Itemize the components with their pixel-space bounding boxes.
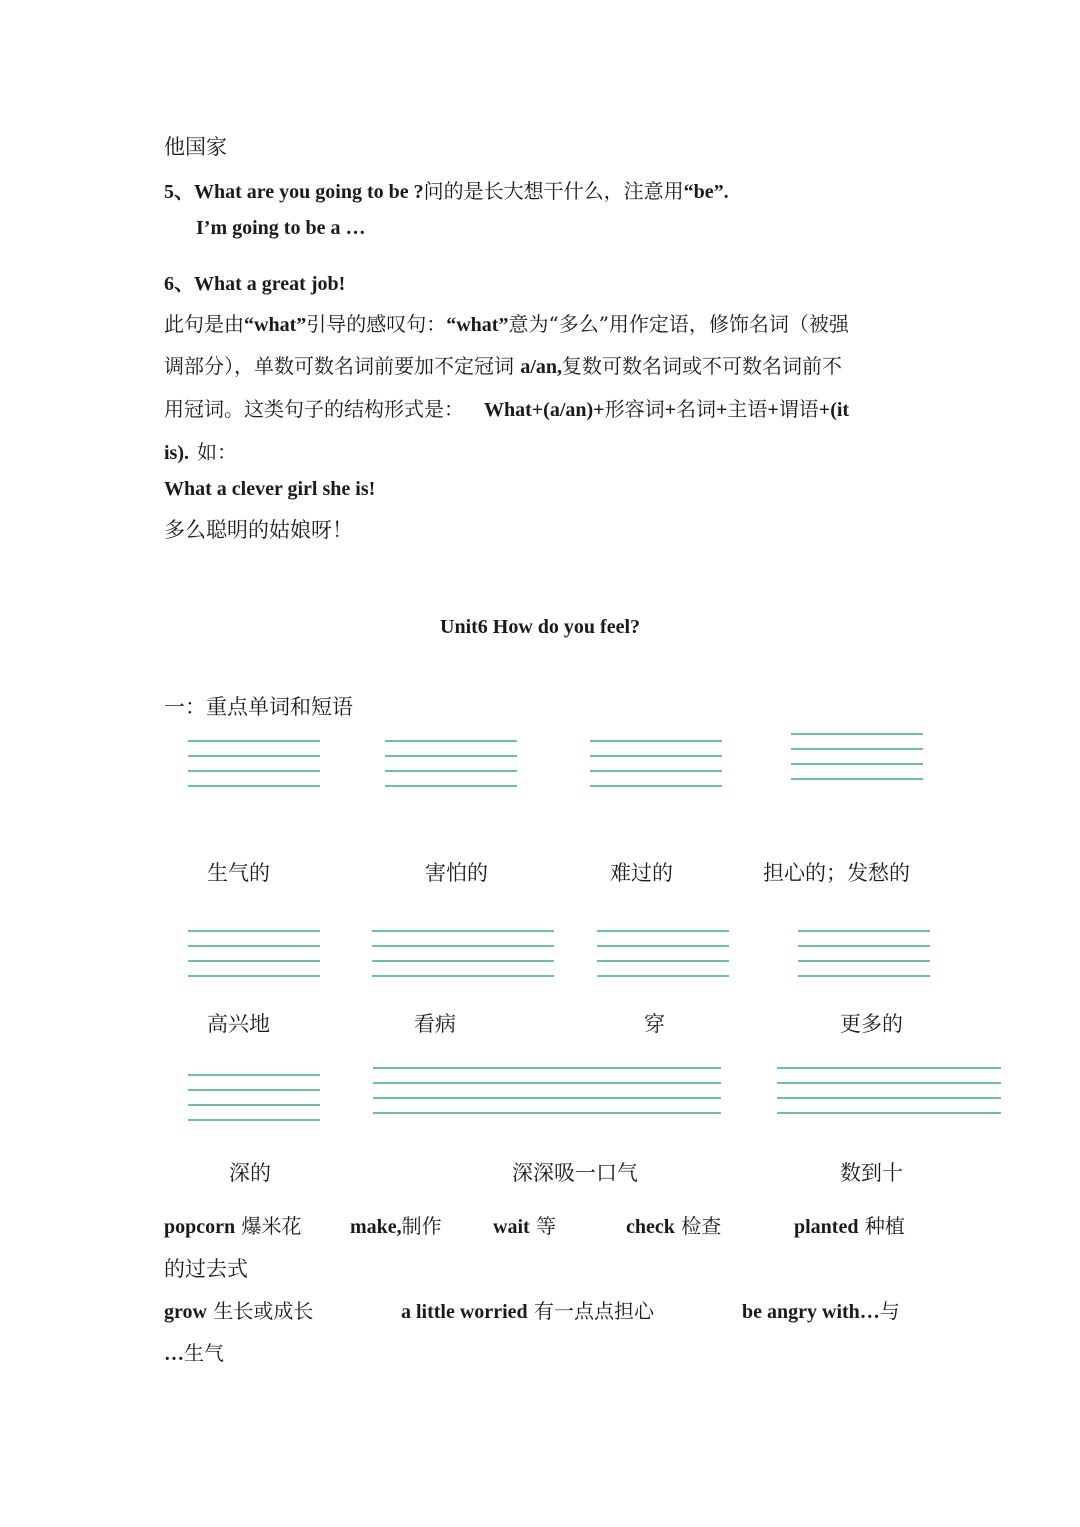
phrase-cn: 种植 — [864, 1214, 905, 1238]
phrase-wait — [493, 1210, 556, 1239]
vocab-label: 害怕的 — [425, 861, 488, 885]
text-line-country: 他国家 — [164, 135, 227, 159]
p3-g: 主语 — [727, 397, 768, 421]
p3-i: 谓语 — [778, 397, 819, 421]
vocab-label: 数到十 — [840, 1161, 903, 1185]
vocab-label: 生气的 — [207, 861, 270, 885]
vocab-label: 难过的 — [610, 861, 673, 885]
phrase-make — [350, 1210, 442, 1239]
vocab-label: 看病 — [414, 1012, 456, 1036]
phrase-planted — [794, 1210, 905, 1239]
p3-h: + — [767, 399, 779, 421]
p3-b: What+(a/an)+ — [484, 399, 605, 421]
p2-b: a/an, — [520, 356, 563, 378]
phrase-cn: 与 — [879, 1299, 900, 1323]
phrase-en: planted — [794, 1216, 859, 1238]
phrase-check — [626, 1210, 721, 1239]
phrase-en: … — [164, 1343, 184, 1365]
paragraph-line-3 — [164, 393, 849, 422]
p2-c: 复数可数名词或不可数名词前不 — [562, 354, 843, 378]
p3-a: 用冠词。这类句子的结构形式是： — [164, 397, 464, 421]
vocab-label: 穿 — [644, 1012, 665, 1036]
item-6: 6、What a great job! — [164, 273, 346, 295]
example-english: What a clever girl she is! — [164, 478, 376, 500]
phrase-en: be angry with… — [742, 1301, 880, 1323]
phrase-planted-cont: 的过去式 — [164, 1257, 248, 1281]
p4-b: 如： — [197, 440, 237, 464]
phrase-cn: 生气 — [184, 1341, 224, 1365]
p1-d: “what” — [446, 314, 509, 336]
phrase-be-angry-with-cont — [164, 1337, 224, 1366]
vocab-label: 更多的 — [840, 1012, 903, 1036]
item-5-chinese: 问的是长大想干什么，注意用 — [423, 179, 684, 203]
phrase-en: wait — [493, 1216, 530, 1238]
section-heading: 一：重点单词和短语 — [164, 695, 353, 719]
p4-a: is). — [164, 442, 189, 464]
phrase-cn: 制作 — [401, 1214, 442, 1238]
unit-title: Unit6 How do you feel? — [440, 616, 640, 638]
p1-e: 意为“多么”用作定语，修饰名词（被强 — [508, 312, 849, 336]
phrase-be-angry-with — [742, 1295, 900, 1324]
phrase-grow — [164, 1295, 313, 1324]
vocab-label: 深深吸一口气 — [512, 1161, 638, 1185]
phrase-cn: 生长或成长 — [213, 1299, 314, 1323]
p3-d: + — [664, 399, 676, 421]
example-chinese: 多么聪明的姑娘呀！ — [164, 518, 353, 542]
p3-e: 名词 — [675, 397, 716, 421]
phrase-cn: 等 — [536, 1214, 557, 1238]
p3-f: + — [715, 399, 728, 421]
paragraph-line-2 — [164, 350, 842, 379]
phrase-en: grow — [164, 1301, 207, 1323]
item-5-answer: I’m going to be a … — [196, 217, 366, 239]
p2-a: 调部分），单数可数名词前要加不定冠词 — [164, 354, 521, 378]
paragraph-line-1 — [164, 308, 849, 337]
item-5-quote: “be”. — [683, 181, 729, 203]
vocab-label: 高兴地 — [207, 1012, 270, 1036]
phrase-cn: 检查 — [681, 1214, 722, 1238]
p3-j: +(it — [818, 399, 850, 421]
phrase-en: make, — [350, 1216, 402, 1238]
vocab-label: 深的 — [229, 1161, 271, 1185]
p3-c: 形容词 — [604, 397, 665, 421]
paragraph-line-4 — [164, 436, 237, 465]
phrase-en: check — [626, 1216, 675, 1238]
phrase-en: a little worried — [401, 1301, 528, 1323]
item-5 — [164, 175, 729, 204]
p1-a: 此句是由 — [164, 312, 244, 336]
p1-b: “what” — [244, 314, 307, 336]
vocab-label: 担心的；发愁的 — [763, 861, 910, 885]
phrase-popcorn — [164, 1210, 301, 1239]
item-5-english: 5、What are you going to be ? — [164, 181, 424, 203]
p1-c: 引导的感叹句： — [306, 312, 447, 336]
phrase-cn: 爆米花 — [241, 1214, 302, 1238]
phrase-a-little-worried — [401, 1295, 654, 1324]
phrase-en: popcorn — [164, 1216, 236, 1238]
phrase-cn: 有一点点担心 — [533, 1299, 654, 1323]
